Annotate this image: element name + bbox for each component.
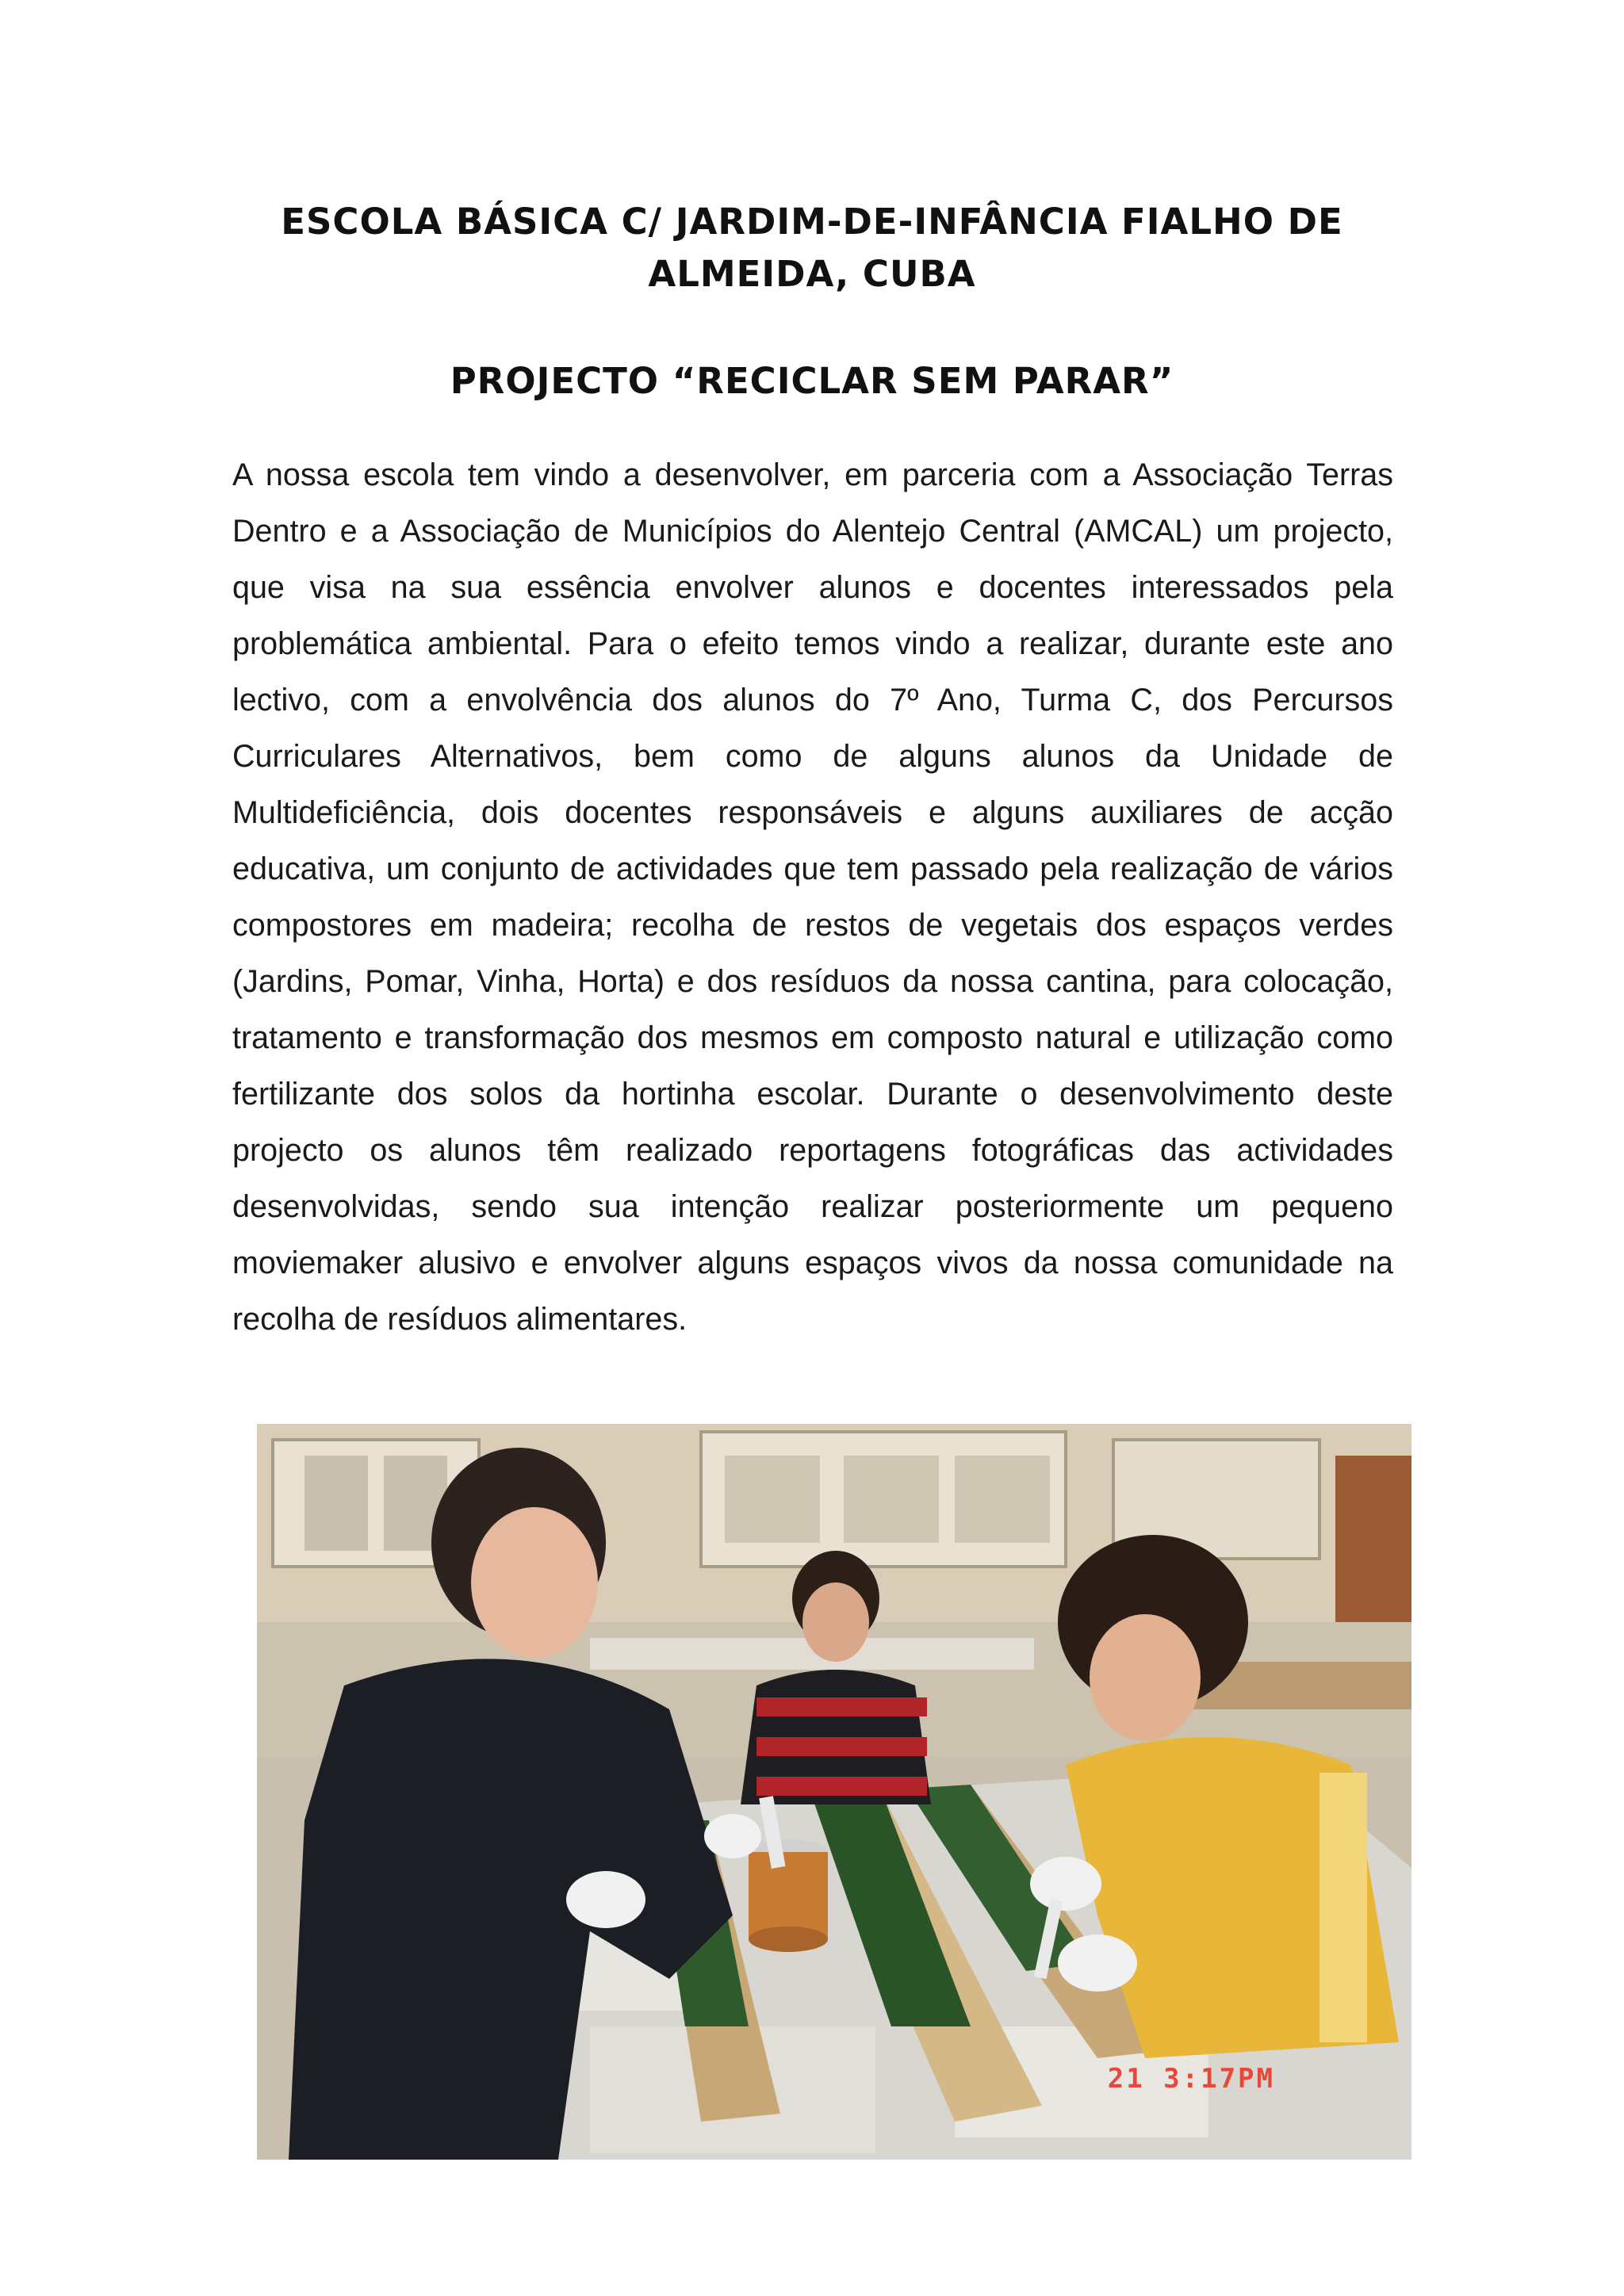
project-title: PROJECTO “RECICLAR SEM PARAR” <box>450 360 1174 402</box>
body-paragraph: A nossa escola tem vindo a desenvolver, em parceria com a Associação Terras Dentro e a Associação de Municípios do Alentejo Central (AMCAL) um projecto, que visa na sua essência envolver alunos e docentes interessados pela problemática ambiental. Para o efeito temos vindo a realizar, durante este ano lectivo, com a envolvência dos alunos do 7º Ano, Turma C, dos Percursos Curriculares Alternativos, bem como de alguns alunos da Unidade de Multideficiência, dois docentes responsáveis e alguns auxiliares de acção educativa, um conjunto de actividades que tem passado pela realização de vários compostores em madeira; recolha de restos de vegetais dos espaços verdes (Jardins, Pomar, Vinha, Horta) e dos resíduos da nossa cantina, para colocação, tratamento e transformação dos mesmos em composto natural e utilização como fertilizante dos solos da hortinha escolar. Durante o desenvolvimento deste projecto os alunos têm realizado reportagens fotográficas das actividades desenvolvidas, sendo sua intenção realizar posteriormente um pequeno moviemaker alusivo e envolver alguns espaços vivos da nossa comunidade na recolha de resíduos alimentares. <box>232 457 1393 1337</box>
students-painting-photo <box>257 1424 1411 2160</box>
school-title: ESCOLA BÁSICA C/ JARDIM-DE-INFÂNCIA FIALHO DE ALMEIDA, CUBA <box>281 201 1343 295</box>
photo-timestamp: 21 3:17PM <box>1107 2063 1275 2095</box>
photo-illustration <box>257 1424 1411 2160</box>
